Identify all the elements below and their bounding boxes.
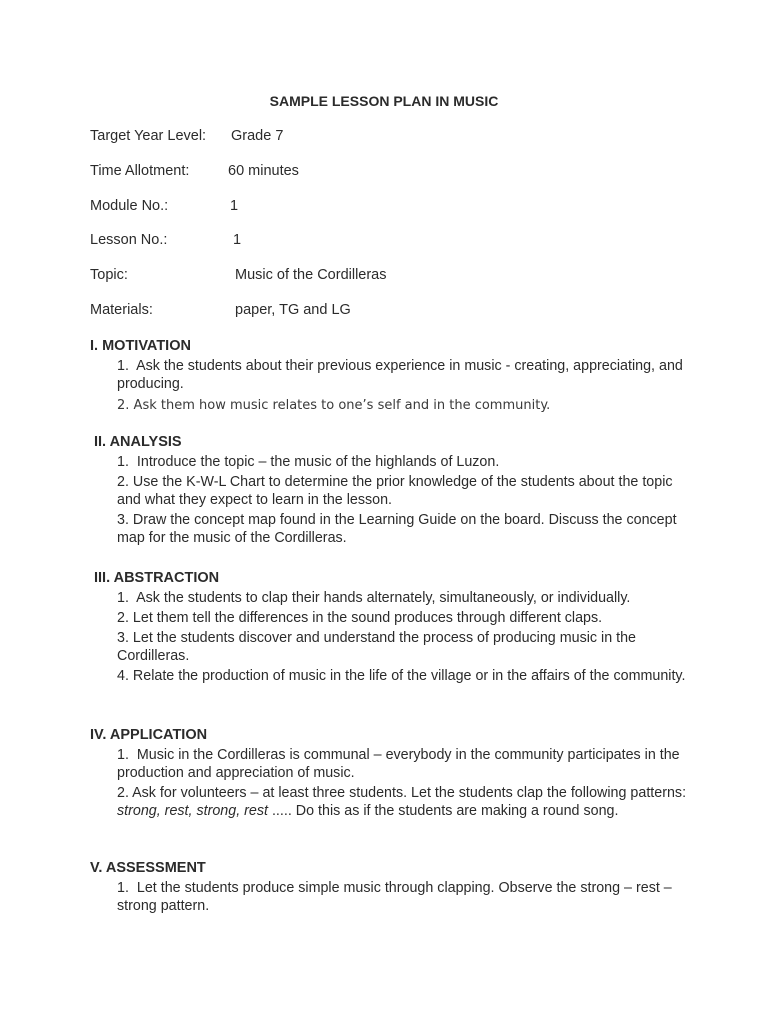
meta-row-time-allotment	[90, 163, 299, 179]
item-number: 1.	[117, 880, 129, 896]
list-item	[94, 629, 694, 665]
page-title: SAMPLE LESSON PLAN IN MUSIC	[269, 93, 499, 109]
meta-value: 60 minutes	[228, 163, 299, 179]
item-text: Ask them how music relates to one’s self and in the community.	[133, 398, 551, 413]
item-number: 1.	[117, 590, 129, 606]
section-abstraction	[94, 569, 694, 685]
item-text: Let the students discover and understand the process of producing music in the Cordilleras.	[117, 630, 637, 664]
item-number: 2.	[117, 785, 129, 801]
item-text-italic: strong, rest, strong, rest	[117, 803, 268, 819]
item-text-before: Ask for volunteers – at least three students. Let the students clap the following patterns:	[132, 785, 687, 801]
item-text: Ask the students about their previous experience in music - creating, appreciating, and producing.	[117, 358, 683, 392]
item-number: 2.	[117, 474, 129, 490]
meta-row-materials	[90, 302, 351, 318]
list-item	[94, 667, 694, 685]
item-number: 2.	[117, 398, 130, 413]
list-item	[90, 879, 690, 915]
item-number: 3.	[117, 512, 129, 528]
meta-label: Lesson No.:	[90, 232, 168, 248]
section-assessment	[90, 859, 690, 915]
meta-value: paper, TG and LG	[235, 302, 351, 318]
item-number: 3.	[117, 630, 129, 646]
list-item	[94, 609, 694, 627]
item-text: Use the K-W-L Chart to determine the prior knowledge of the students about the topic and what they expect to learn in the lesson.	[117, 474, 673, 508]
list-item	[90, 357, 690, 393]
item-text: Let the students produce simple music through clapping. Observe the strong – rest – strong pattern.	[117, 880, 672, 914]
meta-value: Grade 7	[231, 128, 284, 144]
meta-row-target-year	[90, 128, 284, 144]
section-title: V. ASSESSMENT	[90, 860, 206, 876]
item-text: Introduce the topic – the music of the highlands of Luzon.	[136, 454, 500, 470]
section-title: III. ABSTRACTION	[94, 570, 220, 586]
item-text-after: ..... Do this as if the students are making a round song.	[267, 803, 619, 819]
meta-value: Music of the Cordilleras	[235, 267, 387, 283]
meta-label: Topic:	[90, 267, 128, 283]
meta-row-module	[90, 198, 239, 214]
list-item	[94, 473, 694, 509]
item-number: 2.	[117, 610, 129, 626]
item-number: 4.	[117, 668, 129, 684]
section-analysis	[94, 433, 694, 547]
list-item	[94, 589, 694, 607]
list-item	[90, 746, 690, 782]
meta-label: Target Year Level:	[90, 128, 207, 144]
section-title: I. MOTIVATION	[90, 338, 191, 354]
item-number: 1.	[117, 454, 129, 470]
list-item	[94, 511, 694, 547]
item-number: 1.	[117, 747, 129, 763]
section-title: IV. APPLICATION	[90, 727, 208, 743]
list-item	[90, 784, 690, 820]
section-application	[90, 726, 690, 820]
item-text: Music in the Cordilleras is communal – everybody in the community participates in the production and appreciation of music.	[117, 747, 680, 781]
list-item	[90, 397, 690, 415]
item-text: Relate the production of music in the life of the village or in the affairs of the community.	[132, 668, 686, 684]
item-text: Let them tell the differences in the sound produces through different claps.	[132, 610, 603, 626]
item-number: 1.	[117, 358, 129, 374]
meta-label: Time Allotment:	[90, 163, 190, 179]
meta-label: Module No.:	[90, 198, 169, 214]
item-text: Draw the concept map found in the Learning Guide on the board. Discuss the concept map for the music of the Cordilleras.	[117, 512, 677, 546]
section-title: II. ANALYSIS	[94, 434, 182, 450]
meta-label: Materials:	[90, 302, 153, 318]
list-item	[94, 453, 694, 471]
meta-value: 1	[230, 198, 239, 214]
section-motivation	[90, 337, 690, 415]
meta-row-lesson	[90, 232, 242, 248]
meta-value: 1	[233, 232, 242, 248]
meta-row-topic	[90, 267, 387, 283]
item-text: Ask the students to clap their hands alternately, simultaneously, or individually.	[136, 590, 631, 606]
